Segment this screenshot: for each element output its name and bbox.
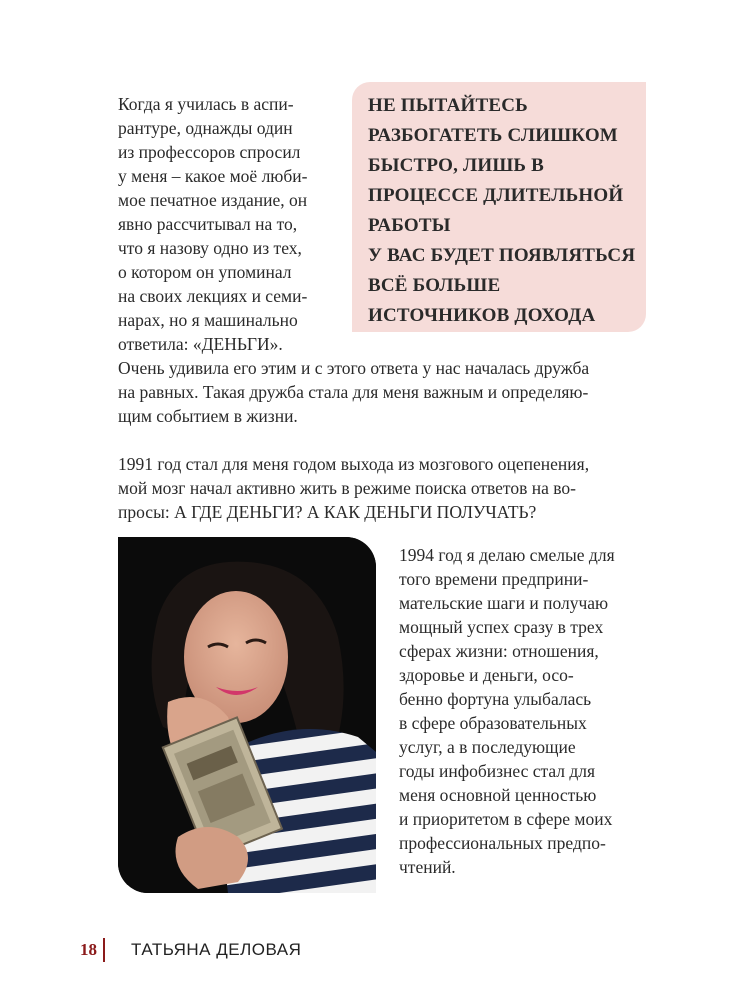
page-footer xyxy=(80,936,301,964)
quote-line: ПРОЦЕССЕ ДЛИТЕЛЬНОЙ xyxy=(368,185,624,206)
text-line: того времени предприни- xyxy=(399,569,589,589)
footer-divider xyxy=(103,938,105,962)
text-line: меня основной ценностью xyxy=(399,785,597,805)
paragraph-1991 xyxy=(118,452,638,524)
text-line: на своих лекциях и семи- xyxy=(118,286,308,306)
text-line: 1991 год стал для меня годом выхода из мозгового оцепенения, xyxy=(118,454,590,474)
text-line: нарах, но я машинально xyxy=(118,310,298,330)
author-name: ТАТЬЯНА ДЕЛОВАЯ xyxy=(131,940,302,959)
text-line: бенно фортуна улыбалась xyxy=(399,689,592,709)
quote-line: У ВАС БУДЕТ ПОЯВЛЯТЬСЯ xyxy=(368,245,636,266)
pull-quote xyxy=(352,82,646,332)
text-line: Очень удивила его этим и с этого ответа у нас началась дружба xyxy=(118,358,590,378)
intro-paragraph xyxy=(118,92,343,356)
text-line: мое печатное издание, он xyxy=(118,190,308,210)
text-line: сферах жизни: отношения, xyxy=(399,641,599,661)
quote-line: РАЗБОГАТЕТЬ СЛИШКОМ xyxy=(368,125,618,146)
text-line: Когда я училась в аспи- xyxy=(118,94,294,114)
text-line: профессиональных предпо- xyxy=(399,833,606,853)
paragraph-1994 xyxy=(399,543,639,879)
text-line: на равных. Такая дружба стала для меня важным и определяю- xyxy=(118,382,589,402)
text-line: 1994 год я делаю смелые для xyxy=(399,545,615,565)
text-line: явно рассчитывал на то, xyxy=(118,214,298,234)
text-line: мательские шаги и получаю xyxy=(399,593,609,613)
text-line: рантуре, однажды один xyxy=(118,118,293,138)
text-line: щим событием в жизни. xyxy=(118,406,298,426)
text-line: из профессоров спросил xyxy=(118,142,301,162)
portrait-illustration xyxy=(118,537,376,893)
continuation-paragraph xyxy=(118,356,638,428)
quote-line: РАБОТЫ xyxy=(368,215,451,236)
text-line: услуг, а в последующие xyxy=(399,737,576,757)
text-line: что я назову одно из тех, xyxy=(118,238,302,258)
text-line: мой мозг начал активно жить в режиме поиска ответов на во- xyxy=(118,478,576,498)
text-line: о котором он упоминал xyxy=(118,262,292,282)
text-line: годы инфобизнес стал для xyxy=(399,761,596,781)
text-line: и приоритетом в сфере моих xyxy=(399,809,613,829)
quote-line: ИСТОЧНИКОВ ДОХОДА xyxy=(368,305,596,326)
text-line: здоровье и деньги, осо- xyxy=(399,665,574,685)
quote-line: НЕ ПЫТАЙТЕСЬ xyxy=(368,95,528,116)
text-line: чтений. xyxy=(399,857,456,877)
author-photo xyxy=(118,537,376,893)
text-line: в сфере образовательных xyxy=(399,713,587,733)
quote-line: БЫСТРО, ЛИШЬ В xyxy=(368,155,544,176)
page-number: 18 xyxy=(80,940,97,959)
text-line: у меня – какое моё люби- xyxy=(118,166,308,186)
text-line: ответила: «ДЕНЬГИ». xyxy=(118,334,283,354)
text-line: мощный успех сразу в трех xyxy=(399,617,604,637)
quote-line: ВСЁ БОЛЬШЕ xyxy=(368,275,501,296)
text-line: просы: А ГДЕ ДЕНЬГИ? А КАК ДЕНЬГИ ПОЛУЧАТЬ? xyxy=(118,502,537,522)
